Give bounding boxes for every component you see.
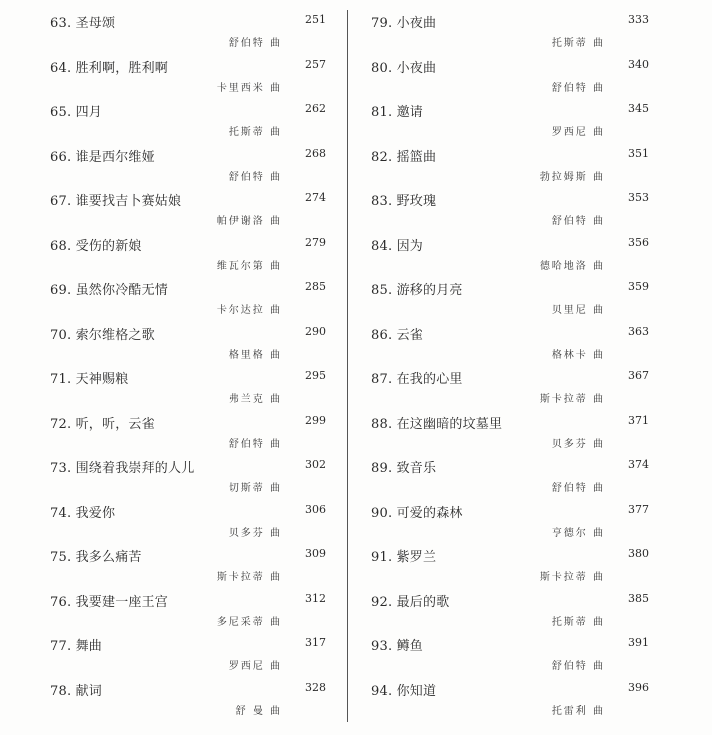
page-number: 377 — [628, 502, 649, 516]
composer-name: 格里格 曲 — [228, 349, 282, 361]
toc-entry[interactable] — [371, 631, 649, 676]
toc-entry-title-line — [50, 591, 326, 611]
toc-entry-title-line — [371, 324, 649, 344]
composer-name: 贝多芬 曲 — [551, 438, 605, 450]
song-title: 63. 圣母颂 — [50, 16, 116, 31]
composer-name: 勃拉姆斯 曲 — [539, 171, 605, 183]
song-title: 64. 胜利啊，胜利啊 — [50, 60, 169, 76]
toc-entry-title-line — [50, 57, 326, 77]
composer-name: 亨德尔 曲 — [551, 527, 605, 539]
toc-entry-title-line — [50, 635, 326, 655]
composer-name: 罗西尼 曲 — [228, 661, 282, 672]
toc-entry-title-line — [371, 591, 649, 611]
page-number: 363 — [628, 324, 649, 338]
page-number: 285 — [305, 280, 326, 293]
composer-name: 舒伯特 曲 — [551, 82, 605, 94]
song-title: 68. 受伤的新娘 — [50, 238, 142, 254]
toc-entry[interactable] — [50, 498, 326, 543]
toc-entry[interactable] — [50, 53, 326, 98]
composer-name: 多尼采蒂 曲 — [216, 616, 282, 628]
toc-entry-title-line — [371, 146, 649, 166]
toc-entry[interactable] — [371, 320, 649, 365]
toc-entry[interactable] — [50, 409, 326, 454]
toc-entry-title-line — [371, 101, 649, 121]
toc-entry[interactable] — [50, 275, 326, 320]
composer-name: 维瓦尔第 曲 — [216, 260, 282, 272]
toc-entry[interactable] — [50, 542, 326, 587]
toc-entry-title-line — [371, 12, 649, 32]
song-title: 70. 索尔维格之歌 — [50, 327, 155, 343]
toc-entry-title-line — [371, 190, 649, 210]
composer-name: 舒伯特 曲 — [228, 38, 282, 49]
toc-entry[interactable] — [371, 53, 649, 98]
toc-entry[interactable] — [371, 142, 649, 187]
page-number: 309 — [305, 547, 326, 560]
song-title: 72. 听，听，云雀 — [50, 416, 155, 432]
page-number: 356 — [628, 235, 649, 249]
composer-name: 舒伯特 曲 — [551, 483, 605, 494]
toc-entry[interactable] — [50, 320, 326, 365]
song-title: 75. 我多么痛苦 — [50, 550, 142, 565]
toc-entry[interactable] — [50, 186, 326, 231]
page-number: 396 — [628, 680, 649, 694]
toc-entry-title-line — [50, 190, 326, 210]
song-title: 92. 最后的歌 — [371, 594, 450, 610]
page-number: 391 — [628, 636, 649, 649]
song-title: 66. 谁是西尔维娅 — [50, 149, 155, 165]
toc-entry[interactable] — [371, 542, 649, 587]
composer-name: 舒伯特 曲 — [228, 171, 282, 183]
toc-entry[interactable] — [371, 231, 649, 276]
toc-column-right — [371, 8, 649, 720]
composer-name: 卡里西米 曲 — [216, 82, 282, 94]
toc-entry[interactable] — [50, 231, 326, 276]
toc-entry[interactable] — [371, 275, 649, 320]
composer-name: 斯卡拉蒂 曲 — [539, 394, 605, 405]
toc-entry[interactable] — [371, 364, 649, 409]
song-title: 93. 鳟鱼 — [371, 639, 424, 654]
page-number: 328 — [305, 680, 326, 694]
composer-name: 格林卡 曲 — [551, 349, 605, 361]
song-title: 80. 小夜曲 — [371, 60, 437, 76]
song-title: 83. 野玫瑰 — [371, 194, 437, 209]
page-number: 340 — [628, 57, 649, 71]
page-number: 345 — [628, 102, 649, 115]
song-title: 67. 谁要找吉卜赛姑娘 — [50, 194, 182, 209]
composer-name: 帕伊谢洛 曲 — [216, 216, 282, 227]
page-number: 290 — [305, 324, 326, 338]
page-number: 367 — [628, 369, 649, 382]
page-number: 251 — [305, 13, 326, 26]
page-number: 353 — [628, 191, 649, 204]
toc-entry-title-line — [50, 324, 326, 344]
toc-entry-title-line — [371, 635, 649, 655]
composer-name: 斯卡拉蒂 曲 — [216, 572, 282, 583]
toc-entry-title-line — [50, 457, 326, 477]
song-title: 65. 四月 — [50, 105, 103, 120]
toc-entry[interactable] — [371, 587, 649, 632]
toc-entry-title-line — [50, 502, 326, 522]
song-title: 94. 你知道 — [371, 683, 437, 699]
song-title: 76. 我要建一座王宫 — [50, 594, 169, 610]
toc-entry-title-line — [371, 680, 649, 700]
toc-column-left — [50, 8, 326, 720]
song-title: 79. 小夜曲 — [371, 16, 437, 31]
page-number: 371 — [628, 413, 649, 427]
composer-name: 贝多芬 曲 — [228, 527, 282, 539]
column-divider — [347, 10, 348, 722]
page-number: 374 — [628, 458, 649, 471]
toc-entry[interactable] — [371, 186, 649, 231]
page-number: 257 — [305, 57, 326, 71]
toc-entry[interactable] — [50, 631, 326, 676]
page-number: 333 — [628, 13, 649, 26]
song-title: 88. 在这幽暗的坟墓里 — [371, 416, 503, 432]
toc-entry-title-line — [50, 101, 326, 121]
page-number: 380 — [628, 547, 649, 560]
song-title: 82. 摇篮曲 — [371, 149, 437, 165]
composer-name: 托斯蒂 曲 — [551, 616, 605, 628]
page-number: 302 — [305, 458, 326, 471]
toc-entry-title-line — [50, 12, 326, 32]
song-title: 84. 因为 — [371, 238, 424, 254]
song-title: 90. 可爱的森林 — [371, 505, 463, 521]
toc-entry-title-line — [50, 680, 326, 700]
composer-name: 舒伯特 曲 — [228, 438, 282, 450]
song-title: 74. 我爱你 — [50, 505, 116, 521]
composer-name: 卡尔达拉 曲 — [216, 305, 282, 316]
composer-name: 弗兰克 曲 — [228, 394, 282, 405]
song-title: 86. 云雀 — [371, 327, 424, 343]
toc-entry[interactable] — [50, 97, 326, 142]
toc-entry-title-line — [50, 368, 326, 388]
toc-entry[interactable] — [371, 498, 649, 543]
song-title: 81. 邀请 — [371, 105, 424, 120]
toc-entry-title-line — [371, 546, 649, 566]
composer-name: 德哈地洛 曲 — [539, 260, 605, 272]
composer-name: 舒伯特 曲 — [551, 216, 605, 227]
toc-entry-title-line — [371, 502, 649, 522]
toc-entry[interactable] — [50, 364, 326, 409]
composer-name: 舒 曼 曲 — [235, 705, 282, 717]
page-number: 306 — [305, 502, 326, 516]
toc-entry[interactable] — [50, 142, 326, 187]
song-title: 69. 虽然你冷酷无情 — [50, 283, 169, 298]
toc-entry[interactable] — [50, 587, 326, 632]
toc-entry-title-line — [371, 457, 649, 477]
composer-name: 托斯蒂 曲 — [551, 38, 605, 49]
composer-name: 罗西尼 曲 — [551, 127, 605, 138]
toc-entry-title-line — [371, 235, 649, 255]
song-title: 71. 天神赐粮 — [50, 372, 129, 387]
toc-entry[interactable] — [371, 676, 649, 721]
page-number: 299 — [305, 413, 326, 427]
page-number: 317 — [305, 636, 326, 649]
toc-entry[interactable] — [371, 8, 649, 53]
song-title: 73. 围绕着我崇拜的人儿 — [50, 461, 195, 476]
song-title: 87. 在我的心里 — [371, 372, 463, 387]
toc-entry-title-line — [371, 57, 649, 77]
song-title: 85. 游移的月亮 — [371, 283, 463, 298]
toc-entry-title-line — [50, 235, 326, 255]
composer-name: 切斯蒂 曲 — [228, 483, 282, 494]
composer-name: 贝里尼 曲 — [551, 305, 605, 316]
song-title: 77. 舞曲 — [50, 639, 103, 654]
page-number: 359 — [628, 280, 649, 293]
page-number: 279 — [305, 235, 326, 249]
toc-entry-title-line — [50, 279, 326, 299]
page-number: 268 — [305, 146, 326, 160]
composer-name: 托斯蒂 曲 — [228, 127, 282, 138]
toc-entry-title-line — [50, 546, 326, 566]
page-number: 312 — [305, 591, 326, 605]
toc-entry[interactable] — [371, 453, 649, 498]
toc-entry-title-line — [50, 413, 326, 433]
toc-entry[interactable] — [371, 409, 649, 454]
toc-entry[interactable] — [50, 676, 326, 721]
page-number: 351 — [628, 146, 649, 160]
page-number: 262 — [305, 102, 326, 115]
song-title: 89. 致音乐 — [371, 461, 437, 476]
toc-entry[interactable] — [371, 97, 649, 142]
song-title: 78. 献词 — [50, 683, 103, 699]
composer-name: 斯卡拉蒂 曲 — [539, 572, 605, 583]
toc-entry-title-line — [371, 413, 649, 433]
page-number: 385 — [628, 591, 649, 605]
toc-entry-title-line — [371, 368, 649, 388]
page-number: 274 — [305, 191, 326, 204]
toc-entry-title-line — [371, 279, 649, 299]
page-number: 295 — [305, 369, 326, 382]
song-title: 91. 紫罗兰 — [371, 550, 437, 565]
toc-entry-title-line — [50, 146, 326, 166]
toc-entry[interactable] — [50, 8, 326, 53]
composer-name: 舒伯特 曲 — [551, 661, 605, 672]
toc-entry[interactable] — [50, 453, 326, 498]
composer-name: 托雷利 曲 — [551, 705, 605, 717]
